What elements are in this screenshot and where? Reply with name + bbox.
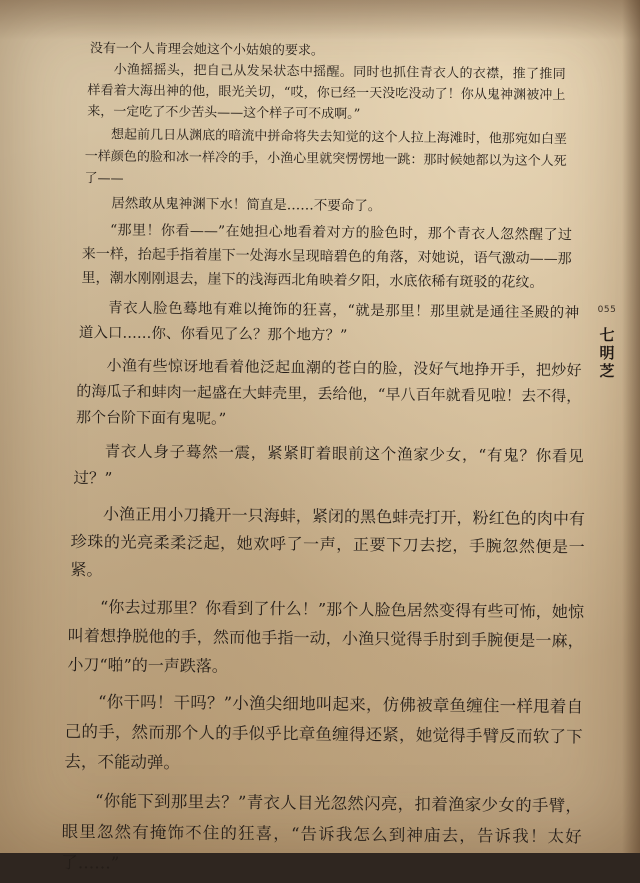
paragraph: 小渔摇摇头，把自己从发呆状态中摇醒。同时也抓住青衣人的衣襟，推了推同样看着大海出神的他，眼光关切，“哎，你已经一天没吃没动了！你从鬼神渊被冲上来，一定吃了不少苦头——这个样子可不成啊。”	[87, 62, 566, 123]
chapter-title: 七明芝	[597, 327, 616, 381]
paragraph: 小渔有些惊讶地看着他泛起血潮的苍白的脸，没好气地挣开手，把炒好的海瓜子和蚌肉一起盛在大蚌壳里，丢给他，“早八百年就看见啦！去不得，那个台阶下面有鬼呢。”	[75, 356, 582, 428]
paragraph: 青衣人脸色蓦地有难以掩饰的狂喜，“就是那里！那里就是通往圣殿的神道入口……你、你看见了么？那个地方？”	[78, 300, 580, 344]
running-header	[592, 305, 622, 381]
paragraph: 想起前几日从渊底的暗流中拼命将失去知觉的这个人拉上海滩时，他那宛如白垩一样颜色的脸和冰一样冷的手，小渔心里就突愣愣地一跳：那时候她都以为这个人死了——	[84, 127, 568, 187]
paragraph: 小渔正用小刀撬开一只海蚌，紧闭的黑色蚌壳打开，粉红色的肉中有珍珠的光亮柔柔泛起，她欢呼了一声，正要下刀去挖，手腕忽然便是一紧。	[70, 504, 586, 580]
paragraph: “你干吗！干吗？”小渔尖细地叫起来，仿佛被章鱼缠住一样甩着自己的手，然而那个人的手似乎比章鱼缠得还紧，她觉得手臂反而软了下去，不能动弹。	[64, 692, 584, 773]
page-edge-shadow	[622, 0, 640, 853]
paragraph: 青衣人身子蓦然一震，紧紧盯着眼前这个渔家少女，“有鬼？你看见过？”	[73, 442, 584, 488]
paragraph: “那里！你看——”在她担心地看着对方的脸色时，那个青衣人忽然醒了过来一样，抬起手指着崖下一处海水呈现暗碧色的角落，对她说，语气激动——那里，潮水刚刚退去，崖下的浅海西北角映着夕阳，水底依稀有斑驳的花纹。	[81, 222, 573, 291]
body-text	[61, 38, 590, 883]
paragraph: “你去过那里？你看到了什么！”那个人脸色居然变得有些可怖，她惊叫着想挣脱他的手，然而他手指一动，小渔只觉得手肘到手腕便是一麻，小刀“啪”的一声跌落。	[67, 597, 585, 676]
paragraph: 居然敢从鬼神渊下水！简直是……不要命了。	[111, 195, 382, 215]
paragraph: “你能下到那里去？”青衣人目光忽然闪亮，扣着渔家少女的手臂，眼里忽然有掩饰不住的狂喜，“告诉我怎么到神庙去，告诉我！太好了……”	[61, 791, 583, 873]
paragraph: 没有一个人肯理会她这个小姑娘的要求。	[89, 41, 324, 59]
top-shadow	[0, 0, 640, 40]
page-number: 055	[597, 305, 617, 315]
